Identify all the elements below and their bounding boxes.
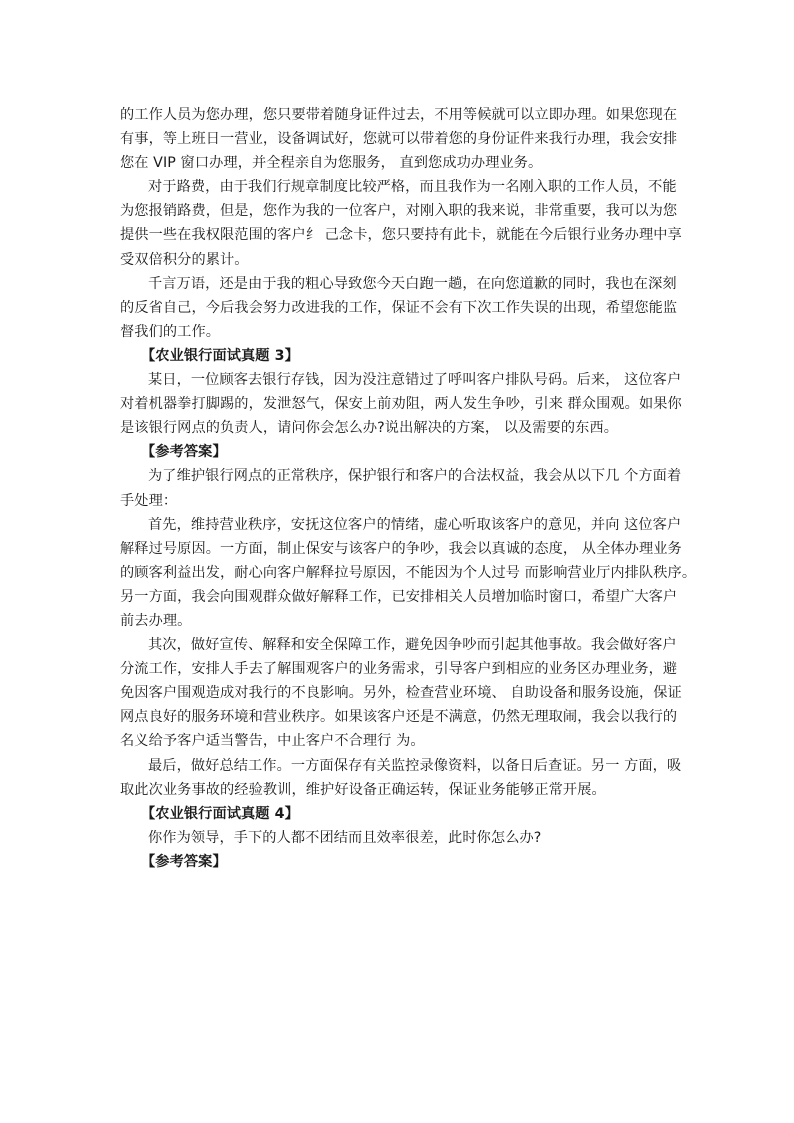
text-line: 的顾客利益出发，耐心向客户解释拉号原因，不能因为个人过号 而影响营业厅内排队秩序。 [120,564,697,581]
text-line: 免因客户围观造成对我行的不良影响。另外，检查营业环境、 自助设备和服务设施，保证 [120,685,682,702]
text-line: 您在 VIP 窗口办理，并全程亲自为您服务， 直到您成功办理业务。 [120,155,543,172]
text-line: 另一方面，我会向围观群众做好解释工作，已安排相关人员增加临时窗口，希望广大客户 [120,588,678,605]
text-line: 前去办理。 [120,612,192,629]
text-line: 受双倍积分的累计。 [120,251,249,268]
text-line: 为您报销路费，但是，您作为我的一位客户，对刚入职的我来说，非常重要，我可以为您 [120,203,678,220]
section-heading: 【农业银行面试真题 4】 [141,805,299,822]
text-line: 有事，等上班日一营业，设备调试好，您就可以带着您的身份证件来我行办理，我会安排 [120,131,678,148]
text-line: 的工作人员为您办理，您只要带着随身证件过去，不用等候就可以立即办理。如果您现在 [120,107,678,123]
text-line: 其次，做好宣传、解释和安全保障工作，避免因争吵而引起其他事故。我会做好客户 [148,637,677,654]
text-line: 网点良好的服务环境和营业秩序。如果该客户还是不满意，仍然无理取闹，我会以我行的 [120,709,678,726]
text-line: 千言万语，还是由于我的粗心导致您今天白跑一趟，在向您道歉的同时，我也在深刻 [148,275,677,292]
text-line: 提供一些在我权限范围的客户纟 己念卡，您只要持有此卡，就能在今后银行业务办理中享 [120,227,682,244]
text-line: 是该银行网点的负责人，请问你会怎么办?说出解决的方案， 以及需要的东西。 [120,420,619,437]
section-heading: 【参考答案】 [141,853,227,870]
text-line: 对着机器拳打脚踢的，发泄怒气，保安上前劝阻，两人发生争吵，引来 群众围观。如果你 [120,396,682,413]
text-line: 某日，一位顾客去银行存钱，因为没注意错过了呼叫客户排队号码。后来， 这位客户 [148,372,682,389]
text-line: 最后，做好总结工作。一方面保存有关监控录像资料，以备日后查证。另一 方面，吸 [148,757,682,774]
section-heading: 【参考答案】 [141,444,227,461]
text-line: 为了维护银行网点的正常秩序，保护银行和客户的合法权益，我会从以下几 个方面着 [148,468,682,485]
text-line: 你作为领导，手下的人都不团结而且效率很差，此时你怎么办? [148,829,542,846]
text-line: 解释过号原因。一方面，制止保安与该客户的争吵，我会以真诚的态度， 从全体办理业务 [120,540,682,557]
section-heading: 【农业银行面试真题 3】 [141,347,299,364]
text-line: 取此次业务事故的经验教训，维护好设备正确运转，保证业务能够正常开展。 [120,781,606,798]
text-line: 督我们的工作。 [120,323,221,340]
text-line: 的反省自己，今后我会努力改进我的工作，保证不会有下次工作失误的出现，希望您能监 [120,299,678,316]
text-line: 手处理： [120,492,178,509]
text-line: 名义给予客户适当警告，中止客户不合理行 为。 [120,733,425,750]
text-line: 对于路费，由于我们行规章制度比较严格，而且我作为一名刚入职的工作人员，不能 [148,179,677,196]
text-line: 分流工作，安排人手去了解围观客户的业务需求，引导客户到相应的业务区办理业务，避 [120,661,678,678]
document-body [120,103,697,874]
text-line: 首先，维持营业秩序，安抚这位客户的情绪，虚心听取该客户的意见，并向 这位客户 [148,516,682,533]
